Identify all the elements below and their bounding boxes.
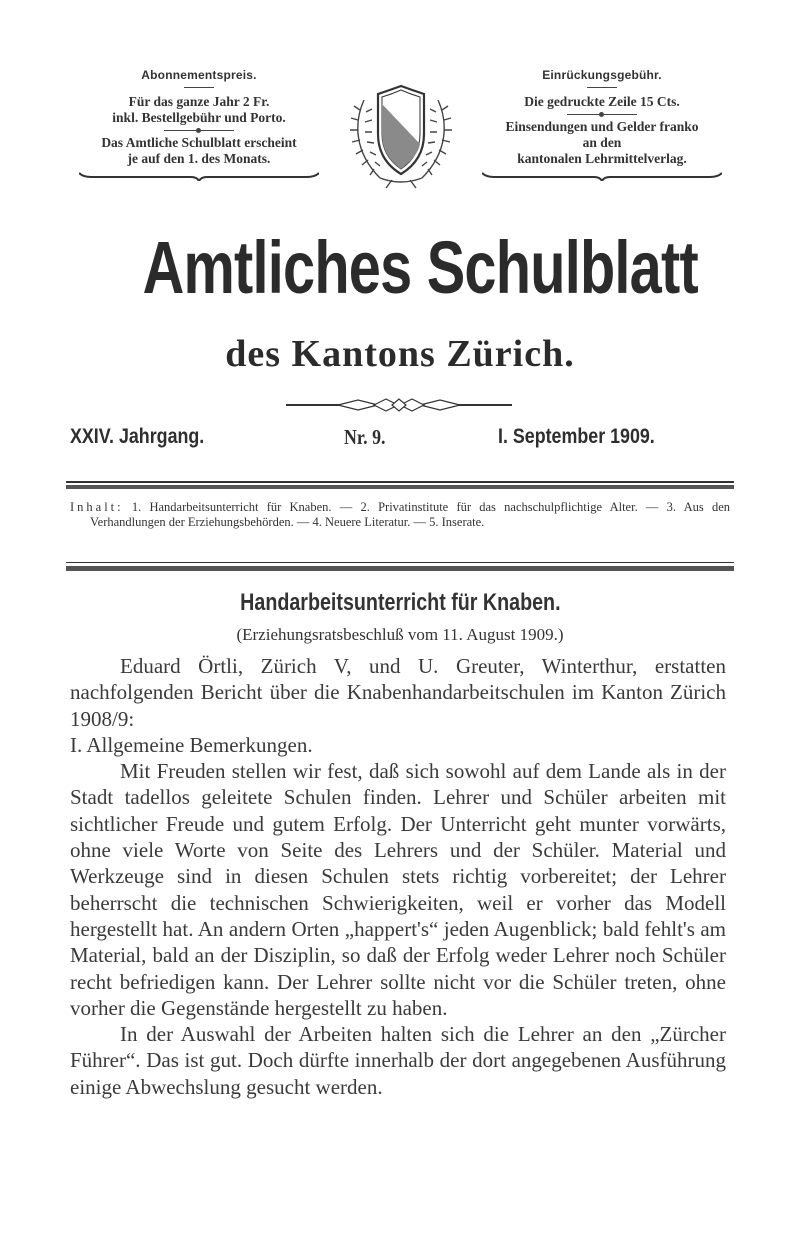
submission-to: an den xyxy=(582,135,622,150)
divider xyxy=(184,87,214,88)
publication-note: Das Amtliche Schulblatt erscheint xyxy=(101,135,297,150)
article-body xyxy=(70,653,726,1100)
paragraph: Mit Freuden stellen wir fest, daß sich sowohl auf dem Lande als in der Stadt tadellos geleitete Schulen finden. Lehrer und Schüler arbeiten mit sichtlicher Freude und gutem Erfolg. Der Unterricht geht munter vorwärts, ohne viele Worte von Seite des Lehrers und der Schüler. Material und Werkzeuge sind in diesen Schulen stets richtig vorbereitet; der Lehrer beherrscht die technischen Schwierigkeiten, weil er vorher das Modell hergestellt hat. An andern Orten „happert's“ jeden Augenblick; bald fehlt's am Material, bald an der Disziplin, so daß der Erfolg weder Lehrer noch Schüler recht befriedigen kann. Der Lehrer sollte nicht vor die Schüler treten, ohne vorher die Gegenstände hergestellt zu haben. xyxy=(70,759,726,1020)
line-price: Die gedruckte Zeile 15 Cts. xyxy=(524,94,680,109)
brace-ornament xyxy=(79,171,319,181)
contents-label: Inhalt: xyxy=(70,500,124,514)
issue-info xyxy=(70,425,730,455)
publication-schedule: je auf den 1. des Monats. xyxy=(127,151,271,166)
submission-publisher: kantonalen Lehrmittelverlag. xyxy=(517,151,687,166)
section-heading: I. Allgemeine Bemerkungen. xyxy=(70,732,313,757)
masthead-top xyxy=(70,68,730,208)
subscription-title: Abonnementspreis. xyxy=(141,68,257,82)
publication-title: Amtliches Schulblatt xyxy=(142,226,698,309)
rule xyxy=(66,566,734,571)
publication-subtitle: des Kantons Zürich. xyxy=(225,333,575,375)
article-title: Handarbeitsunterricht für Knaben. xyxy=(239,589,561,616)
rule xyxy=(66,562,734,563)
divider xyxy=(587,87,617,88)
rule xyxy=(66,481,734,483)
paragraph: In der Auswahl der Arbeiten halten sich die Lehrer an den „Zürcher Führer“. Das ist gut. Doch dürfte innerhalb der dort angegebenen Ausführung einige Abwechslung gesucht werden. xyxy=(70,1022,726,1099)
crest-icon xyxy=(340,82,462,192)
advertising-title: Einrückungsgebühr. xyxy=(542,68,662,82)
issue-number: Nr. 9. xyxy=(344,425,386,449)
volume-year: XXIV. Jahrgang. xyxy=(70,425,205,448)
issue-date: I. September 1909. xyxy=(498,425,655,448)
dot-divider xyxy=(164,126,234,135)
subscription-box xyxy=(70,68,328,186)
rule xyxy=(66,485,734,489)
submission-note: Einsendungen und Gelder franko xyxy=(505,119,699,134)
paragraph: Eduard Örtli, Zürich V, und U. Greuter, Winterthur, erstatten nachfolgenden Bericht über die Knabenhandarbeitschulen im Kanton Zürich 1908/9: xyxy=(70,654,726,731)
subscription-fees: inkl. Bestellgebühr und Porto. xyxy=(112,110,286,125)
brace-ornament xyxy=(482,171,722,181)
subscription-price: Für das ganze Jahr 2 Fr. xyxy=(128,94,270,109)
advertising-box xyxy=(474,68,730,186)
article-subtitle: (Erziehungsratsbeschluß vom 11. August 1909.) xyxy=(236,625,564,644)
ornament-divider xyxy=(286,397,512,413)
dot-divider xyxy=(567,110,637,119)
table-of-contents xyxy=(70,500,730,530)
contents-text: 1. Handarbeitsunterricht für Knaben. — 2. Privatinstitute für das nachschulpflichtige Alter. — 3. Aus den Verhandlungen der Erziehungsbehörden. — 4. Neuere Literatur. — 5. Inserate. xyxy=(90,500,730,529)
